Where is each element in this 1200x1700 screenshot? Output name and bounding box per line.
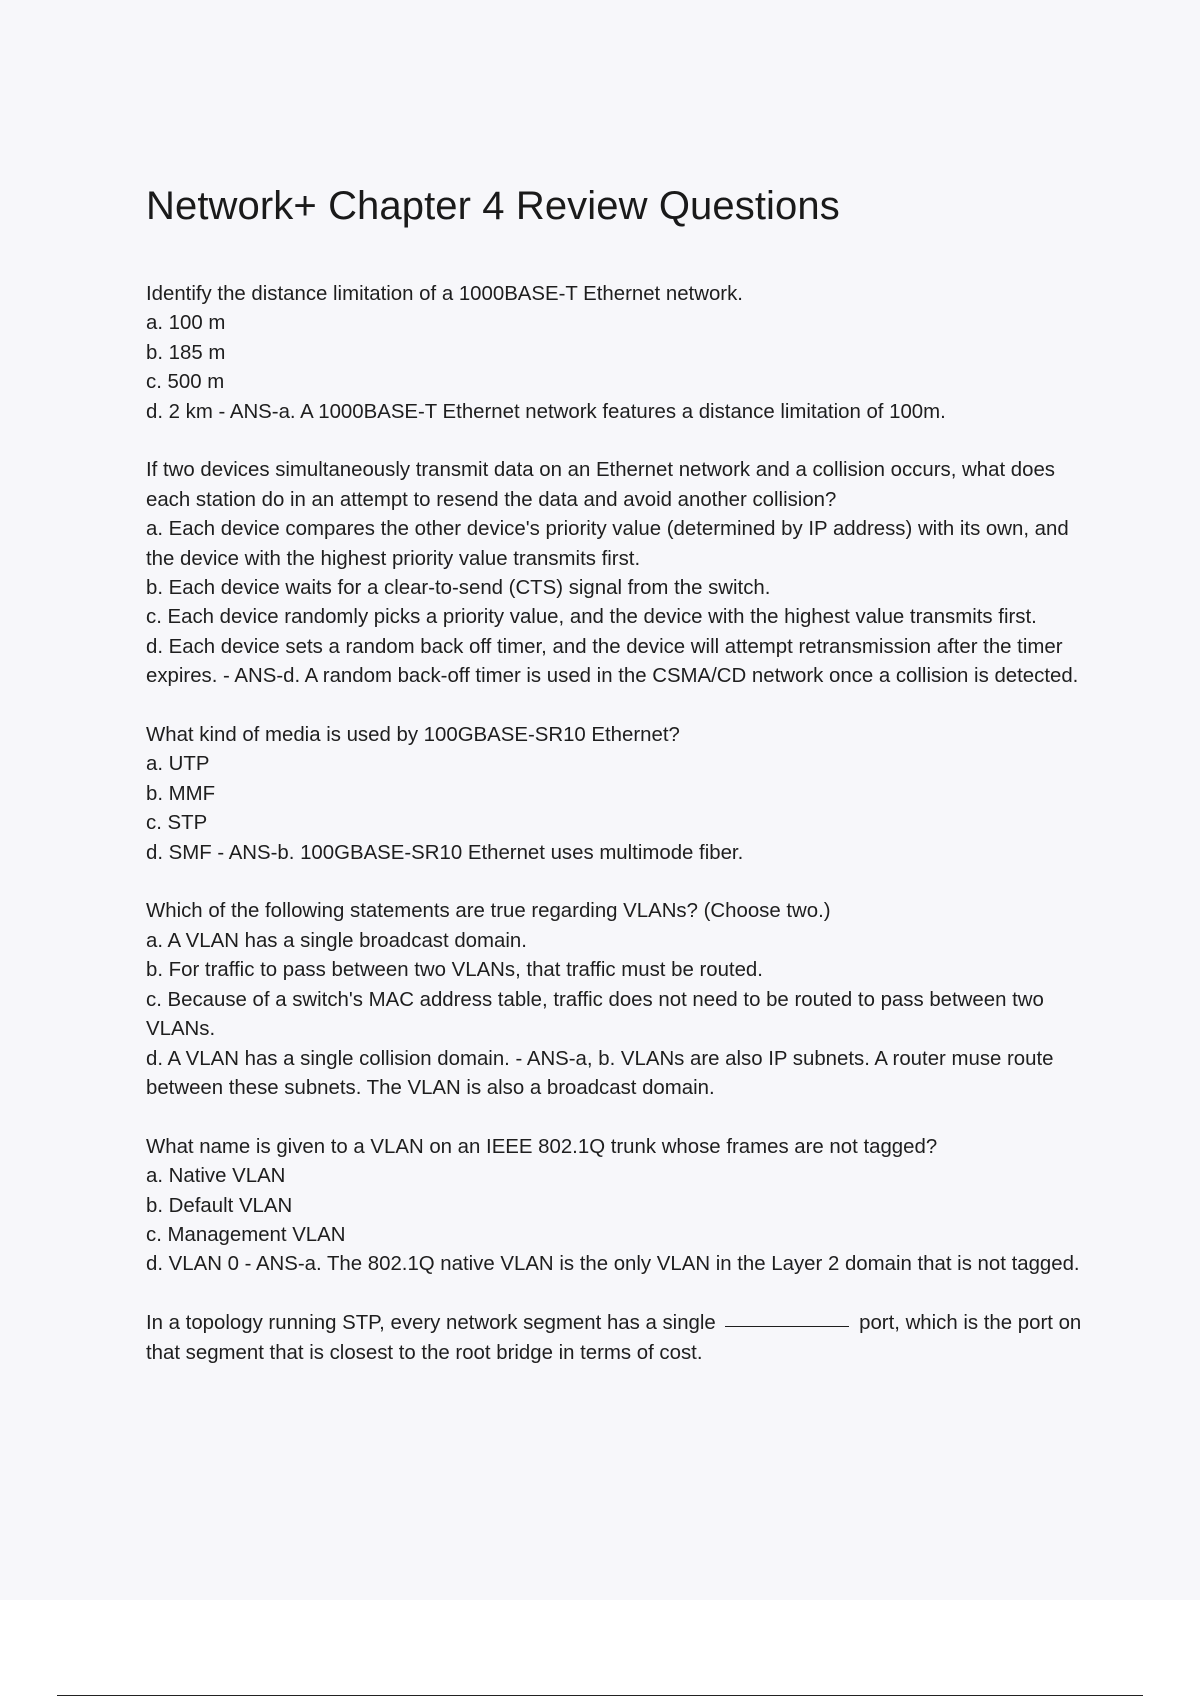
stem-after-blank: port, which is the port on that segment that is closest to the root bridge in terms of cost. (146, 1312, 1082, 1364)
question-stem: If two devices simultaneously transmit data on an Ethernet network and a collision occurs, what does each station do in an attempt to resend the data and avoid another collision? (146, 459, 1055, 511)
answer-option: d. SMF - ANS-b. 100GBASE-SR10 Ethernet uses multimode fiber. (146, 841, 744, 864)
answer-option: c. Each device randomly picks a priority value, and the device with the highest value transmits first. (146, 606, 1037, 629)
question-1 (146, 280, 1101, 427)
answer-option: b. 185 m (146, 341, 226, 364)
document-title: Network+ Chapter 4 Review Questions (146, 184, 840, 228)
answer-option: a. 100 m (146, 312, 226, 335)
answer-option: c. Because of a switch's MAC address table, traffic does not need to be routed to pass between two VLANs. (146, 988, 1044, 1041)
answer-option: b. For traffic to pass between two VLANs, that traffic must be routed. (146, 959, 763, 982)
stem-before-blank: In a topology running STP, every network segment has a single (146, 1312, 716, 1335)
fill-in-blank (725, 1325, 849, 1327)
answer-option: a. Native VLAN (146, 1165, 286, 1188)
answer-option: a. Each device compares the other device's priority value (determined by IP address) with its own, and the device with the highest priority value transmits first. (146, 518, 1069, 570)
answer-option: d. A VLAN has a single collision domain. - ANS-a, b. VLANs are also IP subnets. A router muse route between these subnets. The VLAN is also a broadcast domain. (146, 1047, 1054, 1099)
answer-option: c. 500 m (146, 371, 225, 394)
question-stem: Identify the distance limitation of a 1000BASE-T Ethernet network. (146, 283, 743, 305)
question-list (146, 280, 1101, 1397)
answer-option: b. Each device waits for a clear-to-send (CTS) signal from the switch. (146, 577, 771, 600)
question-3 (146, 721, 1101, 868)
answer-option: a. A VLAN has a single broadcast domain. (146, 929, 527, 952)
question-stem: What name is given to a VLAN on an IEEE 802.1Q trunk whose frames are not tagged? (146, 1135, 938, 1158)
question-stem: Which of the following statements are true regarding VLANs? (Choose two.) (146, 900, 831, 923)
question-4 (146, 897, 1101, 1103)
answer-option: d. Each device sets a random back off timer, and the device will attempt retransmission after the timer expires. - ANS-d. A random back-off timer is used in the CSMA/CD network once a collision is detected. (146, 635, 1079, 688)
question-2 (146, 456, 1101, 691)
question-stem-fill-in (146, 1309, 1101, 1368)
question-5 (146, 1133, 1101, 1280)
answer-option: a. UTP (146, 753, 210, 776)
question-stem: What kind of media is used by 100GBASE-SR10 Ethernet? (146, 724, 680, 747)
answer-option: b. MMF (146, 782, 216, 805)
answer-option: d. 2 km - ANS-a. A 1000BASE-T Ethernet network features a distance limitation of 100m. (146, 400, 946, 423)
footer-divider (57, 1695, 1143, 1696)
answer-option: c. Management VLAN (146, 1223, 346, 1246)
answer-option: c. STP (146, 812, 208, 835)
answer-option: d. VLAN 0 - ANS-a. The 802.1Q native VLAN is the only VLAN in the Layer 2 domain that is not tagged. (146, 1253, 1080, 1276)
answer-option: b. Default VLAN (146, 1194, 293, 1217)
question-6 (146, 1309, 1101, 1368)
